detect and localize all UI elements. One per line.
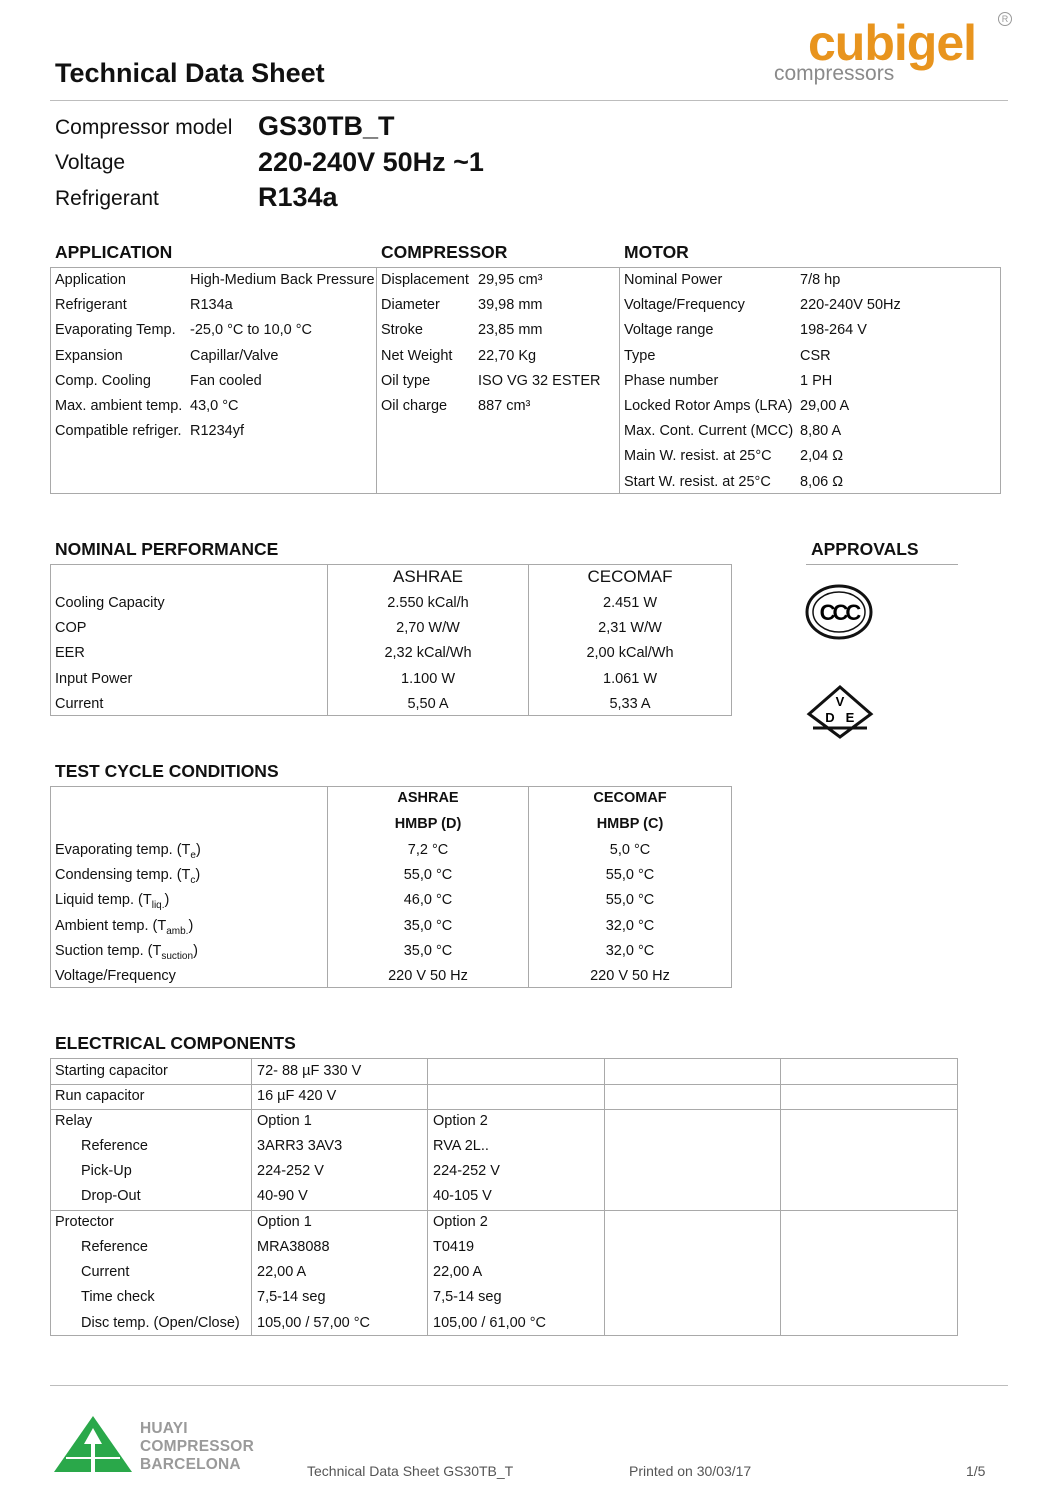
test-cycle-label-subscript: suction: [161, 950, 194, 962]
protector-option1-value: 22,00 A: [257, 1264, 307, 1281]
motor-value: CSR: [800, 347, 831, 364]
test-cycle-ashrae-value: 35,0 °C: [403, 917, 453, 934]
application-label: Compatible refriger.: [55, 423, 182, 440]
test-cycle-label: Suction temp. $(T_{suction})$: [55, 942, 198, 962]
relay-option2-value: 40-105 V: [433, 1188, 492, 1205]
vde-d: D: [825, 710, 835, 725]
performance-ashrae-value: 2,32 kCal/Wh: [384, 645, 472, 662]
relay-option1: Option 1: [257, 1113, 312, 1129]
motor-label: Type: [624, 347, 656, 364]
test-cycle-cecomaf-value: 5,0 °C: [609, 842, 651, 858]
huayi-logo: [52, 1414, 272, 1476]
perf-col-cecomaf: CECOMAF: [587, 567, 673, 586]
motor-label: Phase number: [624, 372, 719, 389]
voltage-value: 220-240V 50Hz ~1: [258, 147, 484, 177]
test-cycle-label: Condensing temp. $(T_c)$: [55, 867, 201, 887]
test-cycle-cecomaf-value: 32,0 °C: [605, 917, 655, 934]
protector-option2-value: 22,00 A: [433, 1264, 483, 1281]
motor-label: Voltage/Frequency: [624, 297, 745, 314]
huayi-line1: HUAYI: [140, 1420, 188, 1437]
test-cycle-label-subscript: e: [190, 849, 196, 861]
performance-ashrae-value: 2.550 kCal/h: [387, 595, 469, 611]
performance-cecomaf-value: 5,33 A: [609, 695, 651, 712]
el-row-divider: [50, 1210, 958, 1211]
perf-col-ashrae: ASHRAE: [393, 567, 463, 586]
application-label: Application: [55, 272, 126, 288]
protector-sub-label: Reference: [81, 1239, 148, 1255]
motor-label: Nominal Power: [624, 272, 723, 288]
test-cycle-cecomaf-value: 55,0 °C: [605, 867, 655, 884]
compressor-value: 22,70 Kg: [478, 347, 537, 364]
test-cycle-heading: TEST CYCLE CONDITIONS: [55, 761, 279, 781]
el-divider: [780, 1058, 781, 1336]
spec-divider: [619, 267, 620, 494]
compressor-value: 29,95 cm³: [478, 272, 543, 288]
application-value: R134a: [190, 297, 233, 314]
relay-sub-label: Drop-Out: [81, 1188, 141, 1205]
voltage-label: Voltage: [55, 151, 126, 174]
application-heading: APPLICATION: [55, 242, 173, 262]
starting-capacitor-value: 72- 88 µF 330 V: [257, 1063, 362, 1079]
performance-label: Cooling Capacity: [55, 595, 165, 611]
application-value: R1234yf: [190, 423, 245, 440]
application-value: Fan cooled: [190, 372, 262, 389]
test-cycle-label-text: Voltage/Frequency: [55, 968, 176, 984]
compressor-value: 23,85 mm: [478, 322, 543, 339]
motor-label: Start W. resist. at 25°C: [624, 473, 771, 490]
test-cycle-ashrae-value: 46,0 °C: [403, 892, 453, 909]
performance-label: Input Power: [55, 670, 133, 687]
footer-divider: [50, 1385, 1008, 1386]
application-value: Capillar/Valve: [190, 347, 279, 364]
application-value: High-Medium Back Pressure: [190, 272, 375, 288]
performance-heading: NOMINAL PERFORMANCE: [55, 539, 279, 559]
application-value: -25,0 °C to 10,0 °C: [190, 322, 313, 339]
test-cycle-label-subscript: liq.: [151, 900, 165, 912]
compressor-heading: COMPRESSOR: [381, 242, 508, 262]
test-cycle-label: Evaporating temp. $(T_e)$: [55, 842, 201, 861]
performance-label: EER: [55, 645, 85, 662]
relay-option1-value: 224-252 V: [257, 1163, 324, 1180]
ccc-text: CCC: [819, 600, 859, 625]
protector-option2: Option 2: [433, 1214, 488, 1230]
performance-cecomaf-value: 1.061 W: [603, 670, 657, 687]
huayi-mountain-icon: [52, 1414, 134, 1474]
el-divider: [604, 1058, 605, 1336]
test-cycle-ashrae-value: 55,0 °C: [403, 867, 453, 884]
test-cycle-label: Ambient temp. $(T_{amb.})$: [55, 917, 194, 937]
page-title: Technical Data Sheet: [55, 58, 325, 88]
el-row-divider: [50, 1084, 958, 1085]
tc-col-cecomaf: CECOMAF: [593, 790, 667, 806]
el-divider: [251, 1058, 252, 1336]
test-cycle-label-text: Suction temp. (T: [55, 942, 162, 959]
test-cycle-label-text: Evaporating temp. (T: [55, 842, 191, 858]
motor-value: 7/8 hp: [800, 272, 841, 288]
compressor-label: Diameter: [381, 297, 440, 314]
application-label: Refrigerant: [55, 297, 127, 314]
relay-option2-value: RVA 2L..: [433, 1138, 489, 1154]
compressor-model-value: GS30TB_T: [258, 111, 395, 141]
test-cycle-ashrae-value: 35,0 °C: [403, 942, 453, 959]
protector-label: Protector: [55, 1214, 114, 1230]
test-cycle-label-subscript: c: [190, 875, 196, 887]
application-label: Evaporating Temp.: [55, 322, 176, 339]
relay-option2-value: 224-252 V: [433, 1163, 500, 1180]
motor-heading: MOTOR: [624, 242, 689, 262]
test-cycle-label-text: Ambient temp. (T: [55, 917, 167, 934]
test-cycle-label-subscript: amb.: [166, 925, 189, 937]
refrigerant-value: R134a: [258, 182, 338, 212]
protector-option1-value: 105,00 / 57,00 °C: [257, 1314, 371, 1331]
huayi-line2: COMPRESSOR: [140, 1438, 254, 1455]
motor-value: 2,04 Ω: [800, 448, 844, 465]
spec-divider: [376, 267, 377, 494]
motor-value: 29,00 A: [800, 398, 850, 414]
run-capacitor-value: 16 µF 420 V: [257, 1088, 337, 1104]
protector-option2-value: 105,00 / 61,00 °C: [433, 1314, 547, 1331]
footer-page-number: 1/5: [966, 1463, 986, 1479]
protector-option1: Option 1: [257, 1214, 312, 1230]
motor-value: 1 PH: [800, 372, 833, 389]
motor-value: 198-264 V: [800, 322, 867, 339]
huayi-line3: BARCELONA: [140, 1456, 241, 1473]
compressor-label: Displacement: [381, 272, 469, 288]
el-divider: [427, 1058, 428, 1336]
relay-option1-value: 3ARR3 3AV3: [257, 1138, 343, 1154]
relay-sub-label: Pick-Up: [81, 1163, 132, 1180]
protector-option1-value: MRA38088: [257, 1239, 330, 1255]
tc-col-cecomaf-mode: HMBP (C): [596, 816, 664, 832]
electrical-table: [50, 1058, 958, 1336]
compressor-label: Stroke: [381, 322, 423, 339]
protector-sub-label: Disc temp. (Open/Close): [81, 1314, 240, 1331]
test-cycle-cecomaf-value: 220 V 50 Hz: [590, 968, 670, 984]
relay-option1-value: 40-90 V: [257, 1188, 308, 1205]
cubigel-logo: [770, 12, 1020, 92]
relay-label: Relay: [55, 1113, 93, 1129]
run-capacitor-label: Run capacitor: [55, 1088, 145, 1104]
tc-col-ashrae: ASHRAE: [397, 790, 459, 806]
compressor-value: 887 cm³: [478, 398, 531, 414]
test-cycle-label-text: Liquid temp. (T: [55, 892, 152, 909]
application-label: Expansion: [55, 347, 123, 364]
motor-label: Voltage range: [624, 322, 714, 339]
logo-subtitle: compressors: [774, 62, 895, 85]
relay-sub-label: Reference: [81, 1138, 148, 1154]
performance-label: COP: [55, 620, 87, 637]
performance-cecomaf-value: 2,00 kCal/Wh: [586, 645, 674, 662]
vde-v: V: [835, 694, 845, 709]
logo-word: cubigel: [808, 15, 977, 71]
motor-label: Main W. resist. at 25°C: [624, 448, 772, 465]
vde-e: E: [845, 710, 855, 725]
performance-ashrae-value: 1.100 W: [401, 670, 455, 687]
protector-option1-value: 7,5-14 seg: [257, 1289, 326, 1306]
performance-cecomaf-value: 2,31 W/W: [598, 620, 662, 637]
test-cycle-cecomaf-value: 55,0 °C: [605, 892, 655, 909]
performance-ashrae-value: 2,70 W/W: [396, 620, 460, 637]
test-cycle-label: [55, 968, 176, 984]
test-cycle-ashrae-value: 220 V 50 Hz: [388, 968, 468, 984]
protector-sub-label: Time check: [81, 1289, 155, 1306]
compressor-value: 39,98 mm: [478, 297, 543, 314]
test-cycle-label-text: Condensing temp. (T: [55, 867, 191, 884]
test-cycle-label: Liquid temp. $(T_{liq.})$: [55, 892, 170, 912]
starting-capacitor-label: Starting capacitor: [55, 1063, 168, 1079]
approvals-divider: [806, 564, 958, 565]
vde-certification-icon: [805, 684, 875, 740]
registered-mark-icon: R: [998, 12, 1012, 26]
application-label: Max. ambient temp.: [55, 398, 183, 414]
electrical-heading: ELECTRICAL COMPONENTS: [55, 1033, 296, 1053]
approvals-heading: APPROVALS: [811, 539, 919, 559]
motor-label: Locked Rotor Amps (LRA): [624, 398, 793, 414]
compressor-label: Oil charge: [381, 398, 448, 414]
test-cycle-cecomaf-value: 32,0 °C: [605, 942, 655, 959]
application-value: 43,0 °C: [190, 398, 239, 414]
test-cycle-ashrae-value: 7,2 °C: [407, 842, 449, 858]
protector-option2-value: 7,5-14 seg: [433, 1289, 502, 1306]
compressor-label: Oil type: [381, 372, 431, 389]
performance-ashrae-value: 5,50 A: [407, 695, 449, 712]
motor-value: 8,06 Ω: [800, 473, 844, 490]
motor-value: 8,80 A: [800, 423, 842, 440]
el-row-divider: [50, 1109, 958, 1110]
ccc-certification-icon: [805, 584, 875, 640]
compressor-model-label: Compressor model: [55, 116, 233, 139]
protector-option2-value: T0419: [433, 1239, 475, 1255]
compressor-label: Net Weight: [381, 347, 453, 364]
relay-option2: Option 2: [433, 1113, 488, 1129]
footer-printed: Printed on 30/03/17: [629, 1463, 752, 1479]
performance-label: Current: [55, 695, 104, 712]
protector-sub-label: Current: [81, 1264, 130, 1281]
refrigerant-label: Refrigerant: [55, 187, 159, 210]
tc-col-ashrae-mode: HMBP (D): [394, 816, 462, 832]
footer-document: Technical Data Sheet GS30TB_T: [307, 1463, 514, 1479]
compressor-value: ISO VG 32 ESTER: [478, 372, 601, 389]
motor-value: 220-240V 50Hz: [800, 297, 901, 314]
application-label: Comp. Cooling: [55, 372, 151, 389]
header-divider: [50, 100, 1008, 101]
motor-label: Max. Cont. Current (MCC): [624, 423, 794, 440]
performance-cecomaf-value: 2.451 W: [603, 595, 657, 611]
